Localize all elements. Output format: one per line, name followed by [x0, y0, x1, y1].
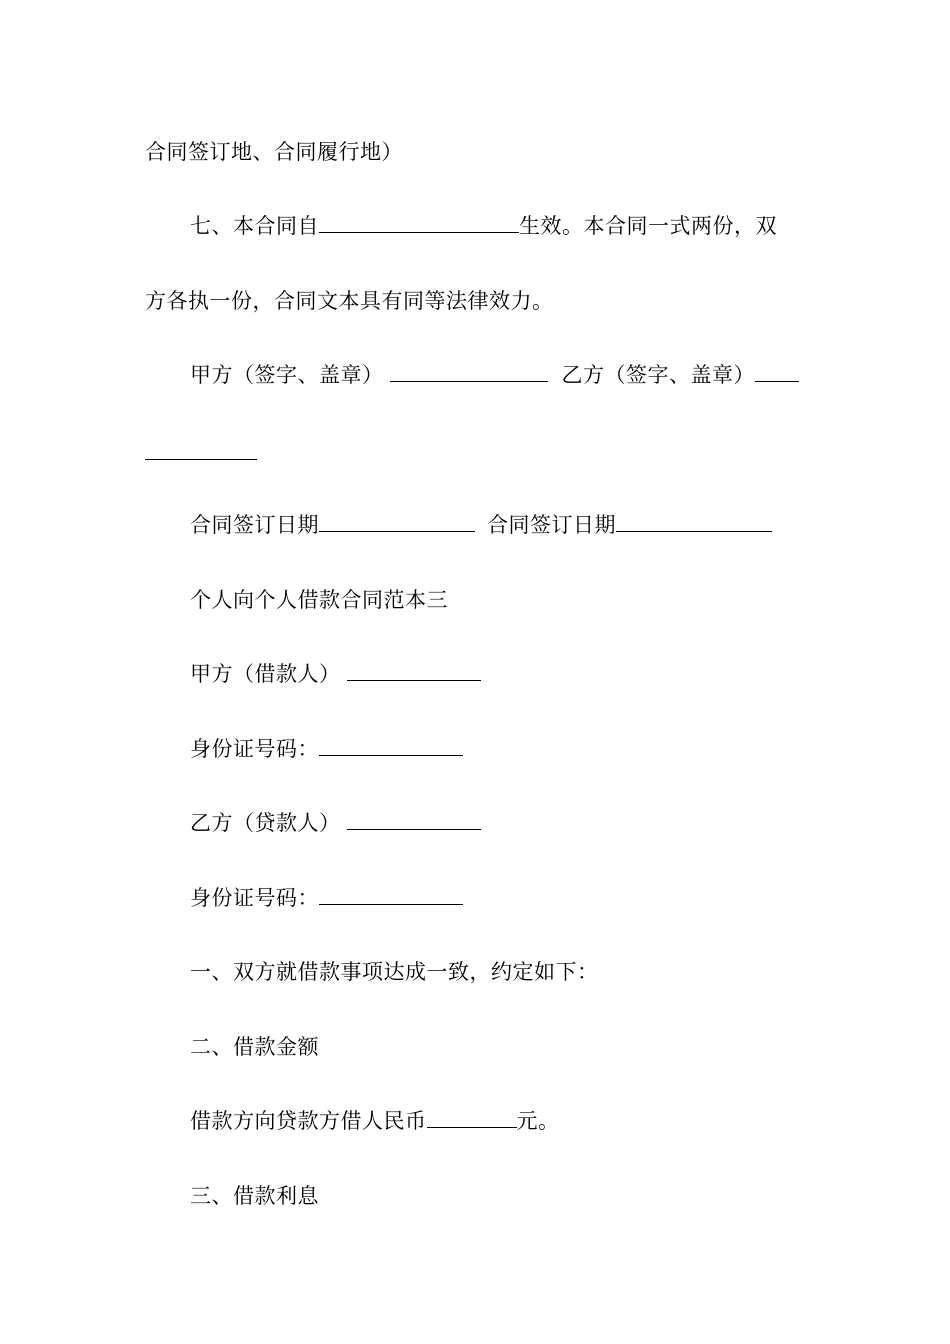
- blank-underline: [755, 363, 799, 382]
- blank-underline: [319, 886, 463, 905]
- line-text: 借款方向贷款方借人民币: [190, 1109, 427, 1133]
- text-line: [145, 138, 403, 166]
- blank-underline: [319, 737, 463, 756]
- id-number-line: [190, 735, 463, 763]
- line-text: 一、双方就借款事项达成一致，约定如下：: [190, 960, 599, 984]
- clause-seven-line: [190, 212, 777, 240]
- blank-underline: [616, 513, 772, 532]
- blank-underline: [347, 662, 481, 681]
- line-text: 身份证号码：: [190, 886, 319, 910]
- line-text: 甲方（借款人）: [190, 662, 341, 686]
- id-number-line: [190, 884, 463, 912]
- date-label: 合同签订日期: [190, 513, 319, 537]
- blank-underline: [390, 363, 548, 382]
- line-text: 方各执一份，合同文本具有同等法律效力。: [145, 289, 554, 313]
- blank-underline: [347, 811, 481, 830]
- section-heading: [190, 1033, 319, 1061]
- blank-underline: [319, 513, 475, 532]
- date-line: [190, 511, 772, 539]
- line-text: 乙方（贷款人）: [190, 811, 341, 835]
- section-title: [190, 586, 448, 614]
- party-a-signature-label: 甲方（签字、盖章）: [190, 363, 384, 387]
- line-text: 合同签订地、合同履行地）: [145, 140, 403, 164]
- text-line: [145, 287, 554, 315]
- line-text: 生效。本合同一式两份，双: [519, 214, 777, 238]
- line-text: 身份证号码：: [190, 737, 319, 761]
- blank-underline: [427, 1109, 517, 1128]
- line-text: 二、借款金额: [190, 1035, 319, 1059]
- lender-line: [190, 809, 481, 837]
- date-label: 合同签订日期: [487, 513, 616, 537]
- section-heading: [190, 1182, 319, 1210]
- line-text: 个人向个人借款合同范本三: [190, 588, 448, 612]
- line-text: 三、借款利息: [190, 1184, 319, 1208]
- line-text: 元。: [516, 1109, 560, 1133]
- signature-line: [190, 361, 799, 389]
- borrower-line: [190, 660, 481, 688]
- amount-line: [190, 1107, 560, 1135]
- party-b-signature-label: 乙方（签字、盖章）: [561, 363, 755, 387]
- blank-underline: [319, 214, 519, 233]
- line-text: 七、本合同自: [190, 214, 319, 238]
- text-line: [190, 958, 599, 986]
- blank-underline: [145, 458, 257, 460]
